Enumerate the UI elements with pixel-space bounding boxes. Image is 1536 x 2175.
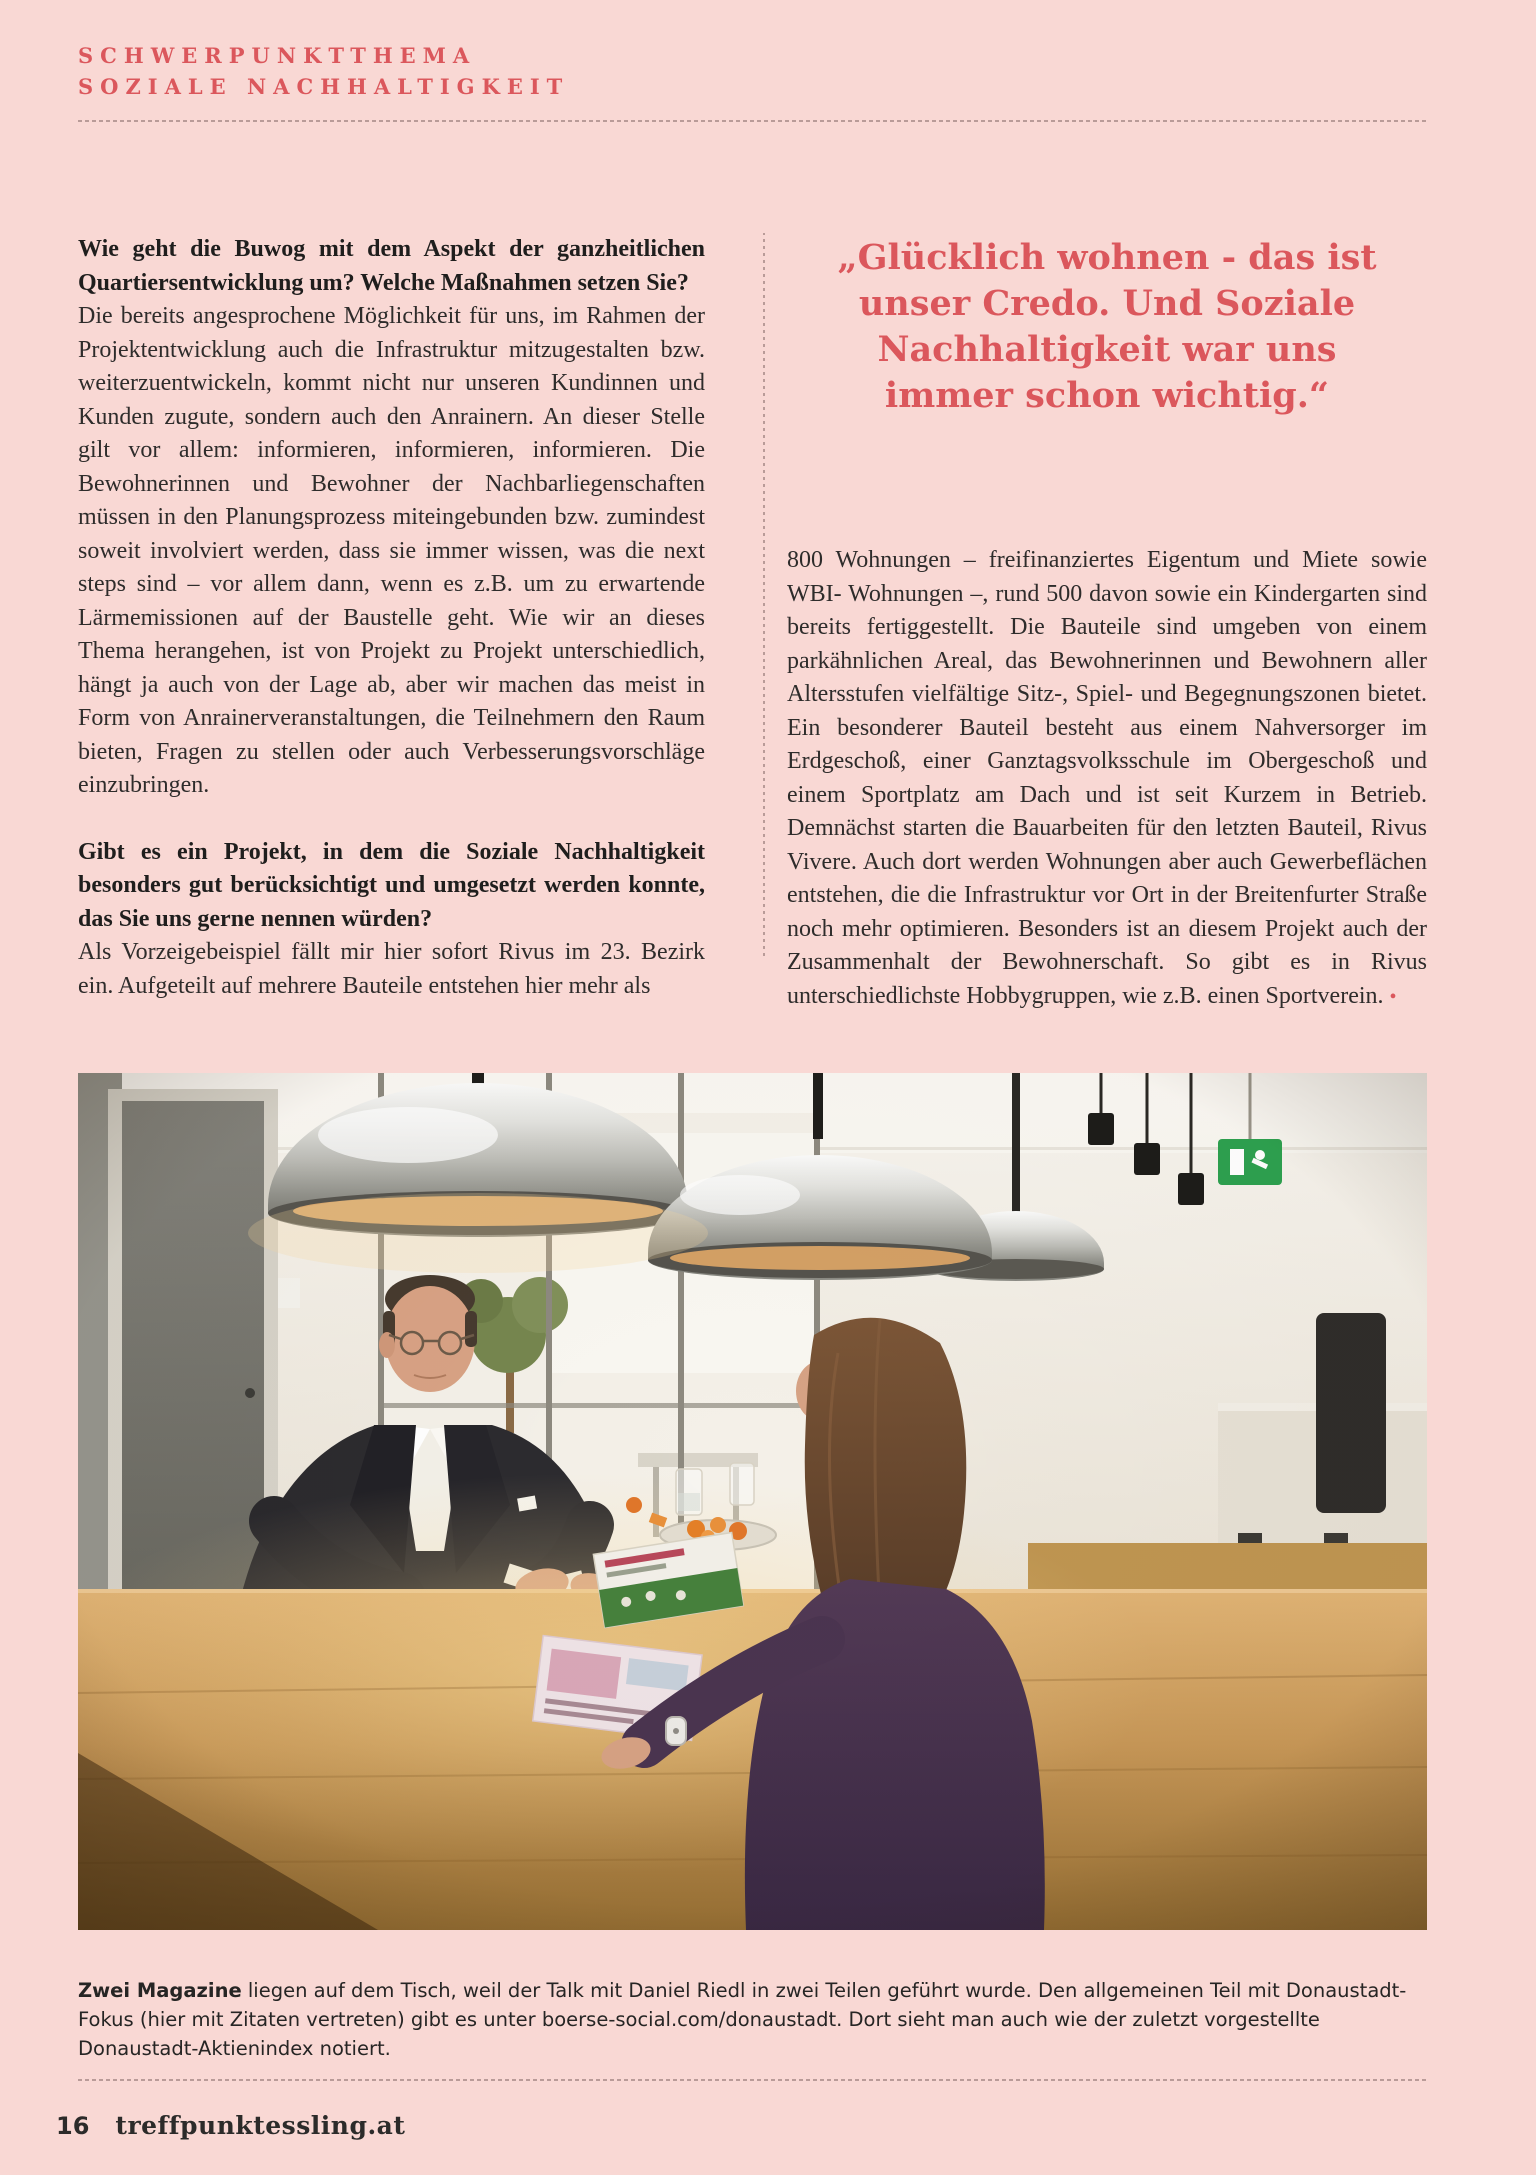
column-gutter	[705, 233, 787, 1073]
pull-quote-line: unser Credo. Und Soziale	[858, 283, 1356, 324]
kicker-line-2: SOZIALE NACHHALTIGKEIT	[78, 74, 570, 99]
interview-answer-1: Die bereits angesprochene Möglichkeit für uns, im Rahmen der Projektentwicklung auch die Infrastruktur mitzugestalten bzw. weiterzuentwickeln, kommt nicht nur unseren Kundinnen und Kunden zugute, sondern auch den Anrainern. An dieser Stelle gilt vor allem: informieren, informieren, informieren. Die Bewohnerinnen und Bewohner der Nachbarliegenschaften müssen in den Planungsprozess miteingebunden bzw. zumindest soweit involviert werden, dass sie immer wissen, was die next steps sind – vor allem dann, wenn es z.B. um zu erwartende Lärmemissionen auf der Baustelle geht. Wie wir an dieses Thema herangehen, ist von Projekt zu Projekt unterschiedlich, hängt ja auch von der Lage ab, aber wir machen das meist in Form von Anrainerveranstaltungen, die Teilnehmern den Raum bieten, Fragen zu stellen oder auch Verbesserungsvorschläge einzubringen.	[78, 303, 705, 798]
kicker	[78, 40, 1427, 102]
kicker-line-1: SCHWERPUNKTTHEMA	[78, 43, 477, 68]
dotted-rule-top	[78, 120, 1427, 122]
column-right	[787, 233, 1427, 1073]
page-number: 16	[56, 2112, 90, 2140]
interview-photo-illustration	[78, 1073, 1427, 1930]
caption-lead: Zwei Magazine	[78, 1979, 242, 2002]
interview-answer-2-start: Als Vorzeigebeispiel fällt mir hier sofort Rivus im 23. Bezirk ein. Aufgeteilt auf mehrere Bauteile entstehen hier mehr als	[78, 939, 705, 999]
pull-quote-line: Nachhaltigkeit war uns	[877, 329, 1337, 370]
answer-2-text: 800 Wohnungen – freifinanziertes Eigentum und Miete sowie WBI- Wohnungen –, rund 500 davon sowie ein Kindergarten sind bereits fertiggestellt. Die Bauteile sind umgeben von einem parkähnlichen Areal, das Bewohnerinnen und Bewohnern aller Altersstufen vielfältige Sitz-, Spiel- und Begegnungszonen bietet. Ein besonderer Bauteil besteht aus einem Nahversorger im Erdgeschoß, einer Ganztagsvolksschule im Obergeschoß und einem Sportplatz am Dach und ist seit Kurzem in Betrieb. Demnächst starten die Bauarbeiten für den letzten Bauteil, Rivus Vivere. Auch dort werden Wohnungen aber auch Gewerbeflächen entstehen, die die Infrastruktur vor Ort in der Breitenfurter Straße noch mehr optimieren. Besonders ist an diesem Projekt auch der Zusammenhalt der Bewohnerschaft. So gibt es in Rivus unterschiedlichste Hobbygruppen, wie z.B. einen Sportverein.	[787, 547, 1427, 1009]
dotted-rule-bottom	[78, 2079, 1427, 2081]
interview-photo	[78, 1073, 1427, 1930]
dotted-column-divider	[763, 233, 765, 960]
interview-answer-2-continued	[787, 544, 1427, 1014]
page-footer	[56, 2111, 1427, 2140]
caption-tail: . Dort sieht man auch wie der zuletzt vorgestellte Donaustadt-Aktienindex notiert.	[78, 2008, 1320, 2060]
pull-quote-line: immer schon wichtig.“	[884, 375, 1330, 416]
site-name: treffpunktessling.at	[115, 2111, 406, 2140]
article-end-mark: •	[1389, 985, 1397, 1008]
column-left	[78, 233, 705, 1073]
pull-quote-line: „Glücklich wohnen - das ist	[837, 237, 1377, 278]
pull-quote	[787, 235, 1427, 419]
photo-caption	[78, 1976, 1427, 2063]
interview-question-2: Gibt es ein Projekt, in dem die Soziale Nachhaltigkeit besonders gut berücksichtigt und umgesetzt werden konnte, das Sie uns gerne nennen würden?	[78, 838, 705, 932]
article-columns	[78, 233, 1427, 1073]
caption-url-text: boerse-social.com/donaustadt	[541, 2008, 837, 2031]
photo-vignette	[78, 1073, 1427, 1930]
interview-question-1: Wie geht die Buwog mit dem Aspekt der ganzheitlichen Quartiersentwicklung um? Welche Maßnahmen setzen Sie?	[78, 236, 705, 296]
caption-body: liegen auf dem Tisch, weil der Talk mit Daniel Riedl in zwei Teilen geführt wurde. Den allgemeinen Teil mit Donaustadt-Fokus (hier mit Zitaten vertreten) gibt es unter	[78, 1979, 1407, 2031]
